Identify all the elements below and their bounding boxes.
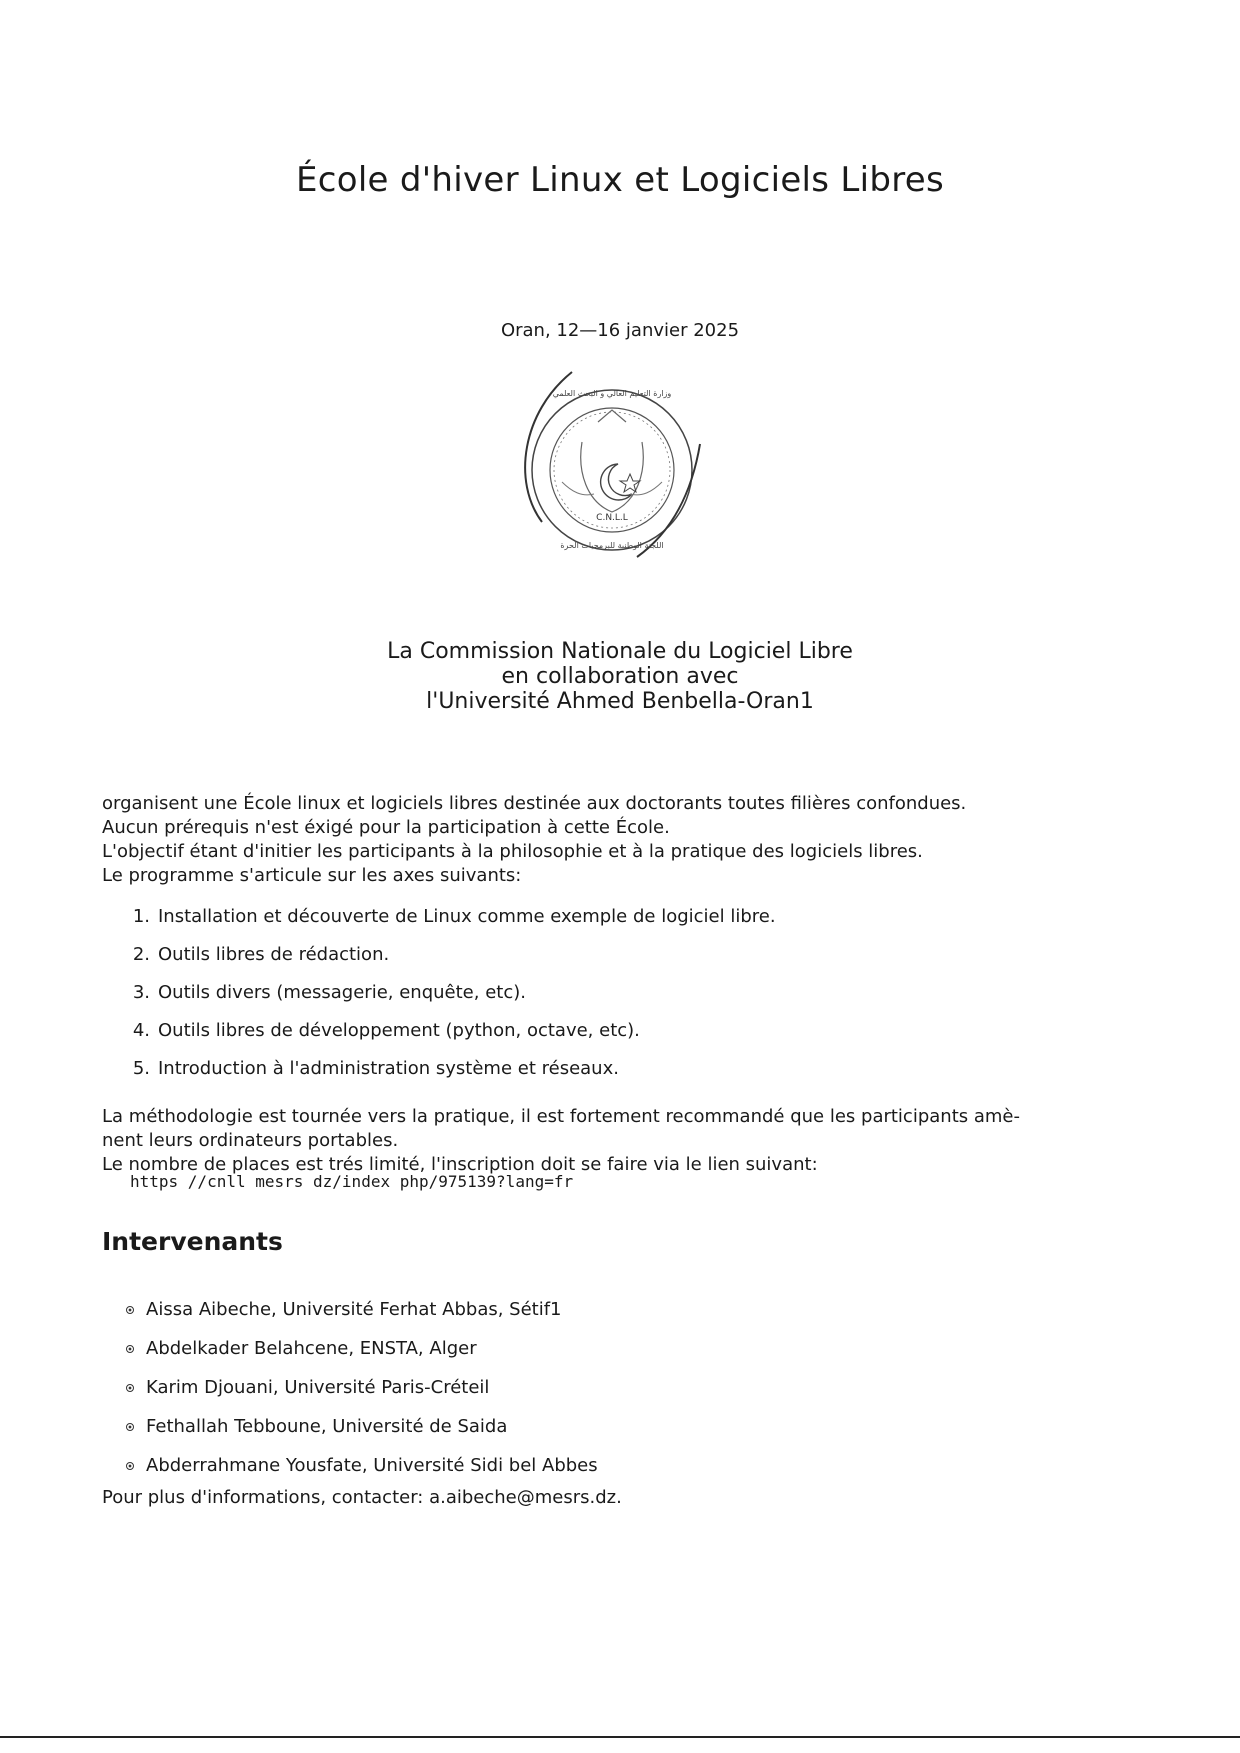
methodology-line: La méthodologie est tournée vers la pratique, il est fortement recommandé que les participants amè-: [102, 1106, 1020, 1127]
page-title: École d'hiver Linux et Logiciels Libres: [295, 160, 945, 200]
contact-line: Pour plus d'informations, contacter: a.aibeche@mesrs.dz.: [102, 1487, 622, 1508]
bullet-icon: [126, 1345, 134, 1353]
item-text: Outils libres de rédaction.: [158, 944, 390, 965]
speakers-heading: Intervenants: [102, 1227, 283, 1256]
intro-line: L'objectif étant d'initier les participants à la philosophie et à la pratique des logiciels libres.: [102, 841, 923, 862]
item-number: 2.: [132, 944, 150, 965]
list-item: [126, 1290, 1026, 1329]
intro-line: Le programme s'articule sur les axes suivants:: [102, 865, 522, 886]
organizer-line: l'Université Ahmed Benbella-Oran1: [426, 689, 814, 714]
speaker-text: Abderrahmane Yousfate, Université Sidi bel Abbes: [146, 1454, 598, 1476]
intro-paragraph: [102, 792, 1152, 888]
registration-link[interactable]: https //cnll mesrs dz/index php/975139?lang=fr: [130, 1172, 574, 1191]
item-text: Outils divers (messagerie, enquête, etc).: [158, 982, 526, 1003]
methodology-paragraph: [102, 1105, 1152, 1177]
bottom-divider: [0, 1736, 1240, 1738]
list-item: [126, 1329, 1026, 1368]
item-number: 1.: [132, 906, 150, 927]
seal-label: C.N.L.L: [596, 513, 628, 523]
methodology-line: Le nombre de places est trés limité, l'inscription doit se faire via le lien suivant:: [102, 1154, 818, 1175]
dateline: Oran, 12—16 janvier 2025: [500, 320, 740, 341]
list-item: [126, 1446, 1026, 1485]
seal-arabic-bottom: اللجنة الوطنية للبرمجيات الحرة: [560, 541, 664, 550]
speakers-list: [126, 1290, 1026, 1485]
list-item: [120, 905, 1120, 943]
speaker-text: Fethallah Tebboune, Université de Saida: [146, 1415, 508, 1437]
list-item: [120, 981, 1120, 1019]
bullet-icon: [126, 1306, 134, 1314]
bullet-icon: [126, 1384, 134, 1392]
item-text: Outils libres de développement (python, octave, etc).: [158, 1020, 640, 1041]
item-text: Installation et découverte de Linux comme exemple de logiciel libre.: [158, 906, 776, 927]
intro-line: Aucun prérequis n'est éxigé pour la participation à cette École.: [102, 817, 670, 838]
list-item: [126, 1368, 1026, 1407]
bullet-icon: [126, 1462, 134, 1470]
organizer-line: La Commission Nationale du Logiciel Libre: [387, 639, 853, 664]
methodology-line: nent leurs ordinateurs portables.: [102, 1130, 399, 1151]
list-item: [120, 1057, 1120, 1095]
list-item: [120, 943, 1120, 981]
item-text: Introduction à l'administration système et réseaux.: [158, 1058, 619, 1079]
seal-arabic-top: وزارة التعليم العالي و البحث العلمي: [552, 389, 672, 398]
speaker-text: Abdelkader Belahcene, ENSTA, Alger: [146, 1337, 477, 1359]
list-item: [126, 1407, 1026, 1446]
intro-line: organisent une École linux et logiciels libres destinée aux doctorants toutes filières confondues.: [102, 793, 967, 814]
speaker-text: Aissa Aibeche, Université Ferhat Abbas, Sétif1: [146, 1298, 562, 1320]
organizers-block: [0, 639, 1240, 714]
item-number: 3.: [132, 982, 150, 1003]
cnll-seal-icon: [502, 362, 718, 572]
item-number: 4.: [132, 1020, 150, 1041]
program-list: [120, 905, 1120, 1095]
list-item: [120, 1019, 1120, 1057]
speaker-text: Karim Djouani, Université Paris-Créteil: [146, 1376, 490, 1398]
bullet-icon: [126, 1423, 134, 1431]
organizer-line: en collaboration avec: [501, 664, 739, 689]
item-number: 5.: [132, 1058, 150, 1079]
